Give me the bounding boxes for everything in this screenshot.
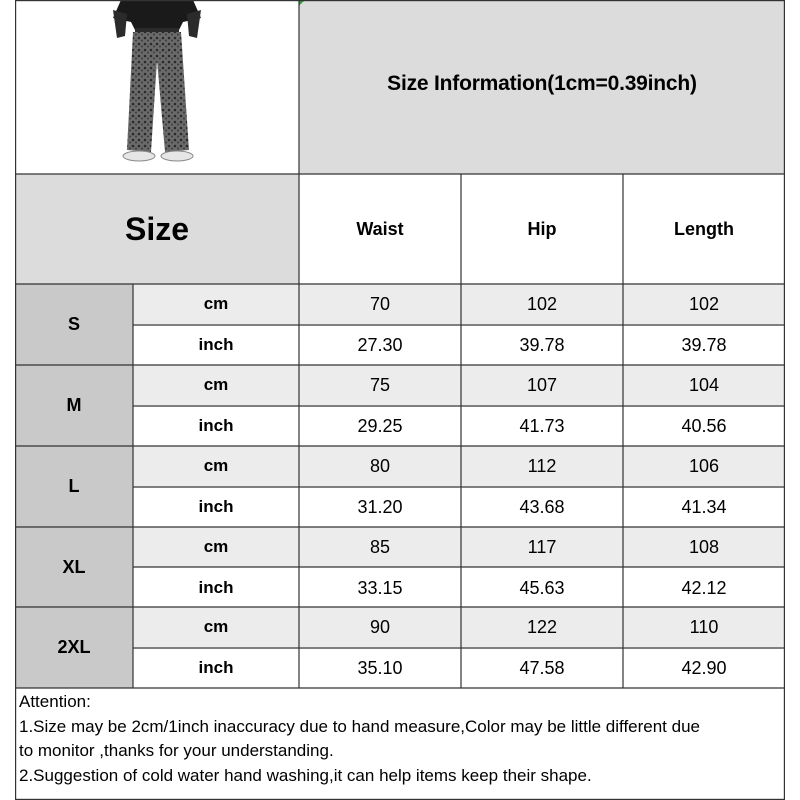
size-label: M <box>15 365 133 446</box>
cell-length-inch: 42.90 <box>623 648 785 688</box>
unit-label-cm: cm <box>133 446 299 486</box>
cell-hip-inch: 47.58 <box>461 648 623 688</box>
cell-length-cm: 108 <box>623 527 785 567</box>
unit-label-cm: cm <box>133 284 299 324</box>
unit-label-inch: inch <box>133 487 299 527</box>
unit-label-inch: inch <box>133 648 299 688</box>
attention-notes <box>15 688 785 800</box>
cell-length-cm: 106 <box>623 446 785 486</box>
cell-length-inch: 40.56 <box>623 406 785 446</box>
table-header-row <box>15 174 785 284</box>
note-line-1: 1.Size may be 2cm/1inch inaccuracy due to hand measure,Color may be little different due <box>19 716 700 736</box>
size-label: 2XL <box>15 607 133 688</box>
unit-label-inch: inch <box>133 325 299 365</box>
product-photo-cell <box>15 0 301 174</box>
cell-waist-cm: 75 <box>299 365 461 405</box>
corner-mark <box>299 0 305 6</box>
title-cell <box>299 0 785 174</box>
unit-label-cm: cm <box>133 607 299 647</box>
cell-hip-cm: 107 <box>461 365 623 405</box>
cell-length-inch: 39.78 <box>623 325 785 365</box>
unit-label-inch: inch <box>133 406 299 446</box>
size-label: L <box>15 446 133 527</box>
size-label: XL <box>15 527 133 608</box>
cell-length-inch: 41.34 <box>623 487 785 527</box>
column-header-hip: Hip <box>461 174 623 284</box>
cell-waist-inch: 27.30 <box>299 325 461 365</box>
cell-waist-inch: 29.25 <box>299 406 461 446</box>
size-label: S <box>15 284 133 365</box>
cell-hip-inch: 45.63 <box>461 568 623 608</box>
cell-waist-inch: 33.15 <box>299 568 461 608</box>
attention-label: Attention: <box>19 692 91 711</box>
note-line-2: 2.Suggestion of cold water hand washing,it can help items keep their shape. <box>19 765 592 785</box>
cell-waist-inch: 31.20 <box>299 487 461 527</box>
cell-waist-cm: 80 <box>299 446 461 486</box>
cell-waist-cm: 70 <box>299 284 461 324</box>
cell-waist-inch: 35.10 <box>299 648 461 688</box>
column-header-waist: Waist <box>299 174 461 284</box>
table-row-group-xl <box>15 527 785 608</box>
note-line-1-continued: to monitor ,thanks for your understanding. <box>19 741 334 760</box>
cell-waist-cm: 85 <box>299 527 461 567</box>
cell-hip-inch: 39.78 <box>461 325 623 365</box>
cell-hip-inch: 41.73 <box>461 406 623 446</box>
cell-hip-cm: 117 <box>461 527 623 567</box>
cell-hip-inch: 43.68 <box>461 487 623 527</box>
unit-label-inch: inch <box>133 568 299 608</box>
unit-label-cm: cm <box>133 527 299 567</box>
size-header: Size <box>15 174 299 284</box>
product-photo <box>71 0 243 172</box>
cell-length-cm: 104 <box>623 365 785 405</box>
table-row-group-s <box>15 284 785 365</box>
cell-hip-cm: 112 <box>461 446 623 486</box>
table-row-group-m <box>15 365 785 446</box>
cell-length-inch: 42.12 <box>623 568 785 608</box>
cell-hip-cm: 122 <box>461 607 623 647</box>
cell-waist-cm: 90 <box>299 607 461 647</box>
cell-hip-cm: 102 <box>461 284 623 324</box>
table-row-group-l <box>15 446 785 527</box>
unit-label-cm: cm <box>133 365 299 405</box>
cell-length-cm: 102 <box>623 284 785 324</box>
column-header-length: Length <box>623 174 785 284</box>
size-chart <box>15 0 785 800</box>
size-information-title: Size Information(1cm=0.39inch) <box>387 72 697 95</box>
table-row-group-2xl <box>15 607 785 688</box>
cell-length-cm: 110 <box>623 607 785 647</box>
